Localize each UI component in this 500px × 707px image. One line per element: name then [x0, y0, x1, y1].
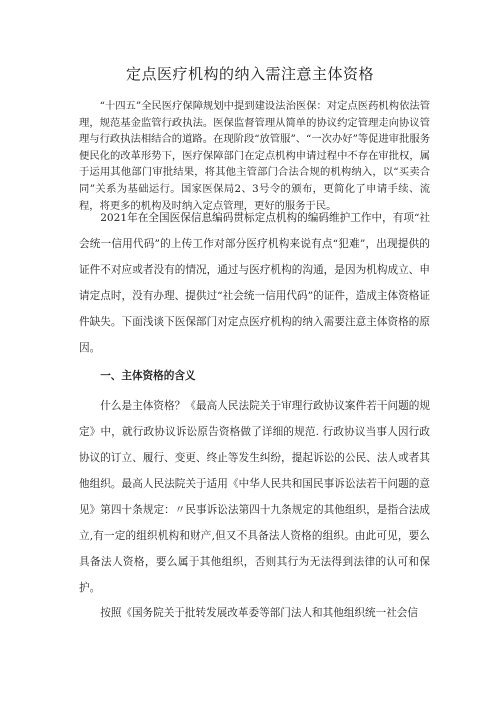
- document-title: 定点医疗机构的纳入需注意主体资格: [125, 65, 374, 83]
- paragraph-definition: 什么是主体资格？《最高人民法院关于审理行政协议案件若干问题的规定》中，就行政协议诉讼原告资格做了详细的规范. 行政协议当事人因行政协议的订立、履行、变更、终止等发生纠纷，提起诉讼的公民、法人或者其他组织。最高人民法院关于适用《中华人民共和国民事诉讼法若干问题的意见》第四十条规定：〃民事诉讼法第四十九条规定的其他组织，是指合法成立,有一定的组织机构和财产,但又不具备法人资格的组织。由此可见，要么具备法人资格，要么属于其他组织，否则其行为无法得到法律的认可和保护。: [79, 400, 430, 594]
- paragraph-continued: 按照《国务院关于批转发展改革委等部门法人和其他组织统一社会信: [100, 607, 418, 619]
- section-heading-subject-qualification: 一、主体资格的含义: [100, 370, 196, 382]
- paragraph-intro: “十四五”全民医疗保障规划中提到建设法治医保：对定点医药机构依法管理，规范基金监管行政执法。医保监督管理从简单的协议约定管理走向协议管理与行政执法相结合的道路。在现阶段“放管服”、“一次办好”等促进审批服务便民化的改革形势下，医疗保障部门在定点机构申请过程中不存在审批权，属于运用其他部门审批结果，将其他主管部门合法合规的机构纳入，以“买卖合同”关系为基础运行。国家医保局2、3号令的颁布，更简化了申请手续、流程，将更多的机构及时纳入定点管理，更好的服务于民。: [79, 100, 430, 212]
- paragraph-background: 2021年在全国医保信息编码贯标定点机构的编码维护工作中，有项“社会统一信用代码”的上传工作对部分医疗机构来说有点“犯难”，出现提供的证件不对应或者没有的情况，通过与医疗机构的沟通，是因为机构成立、申请定点时，没有办理、提供过“社会统一信用代码”的证件，造成主体资格证件缺失。下面浅谈下医保部门对定点医疗机构的纳入需要注意主体资格的原因。: [79, 212, 430, 354]
